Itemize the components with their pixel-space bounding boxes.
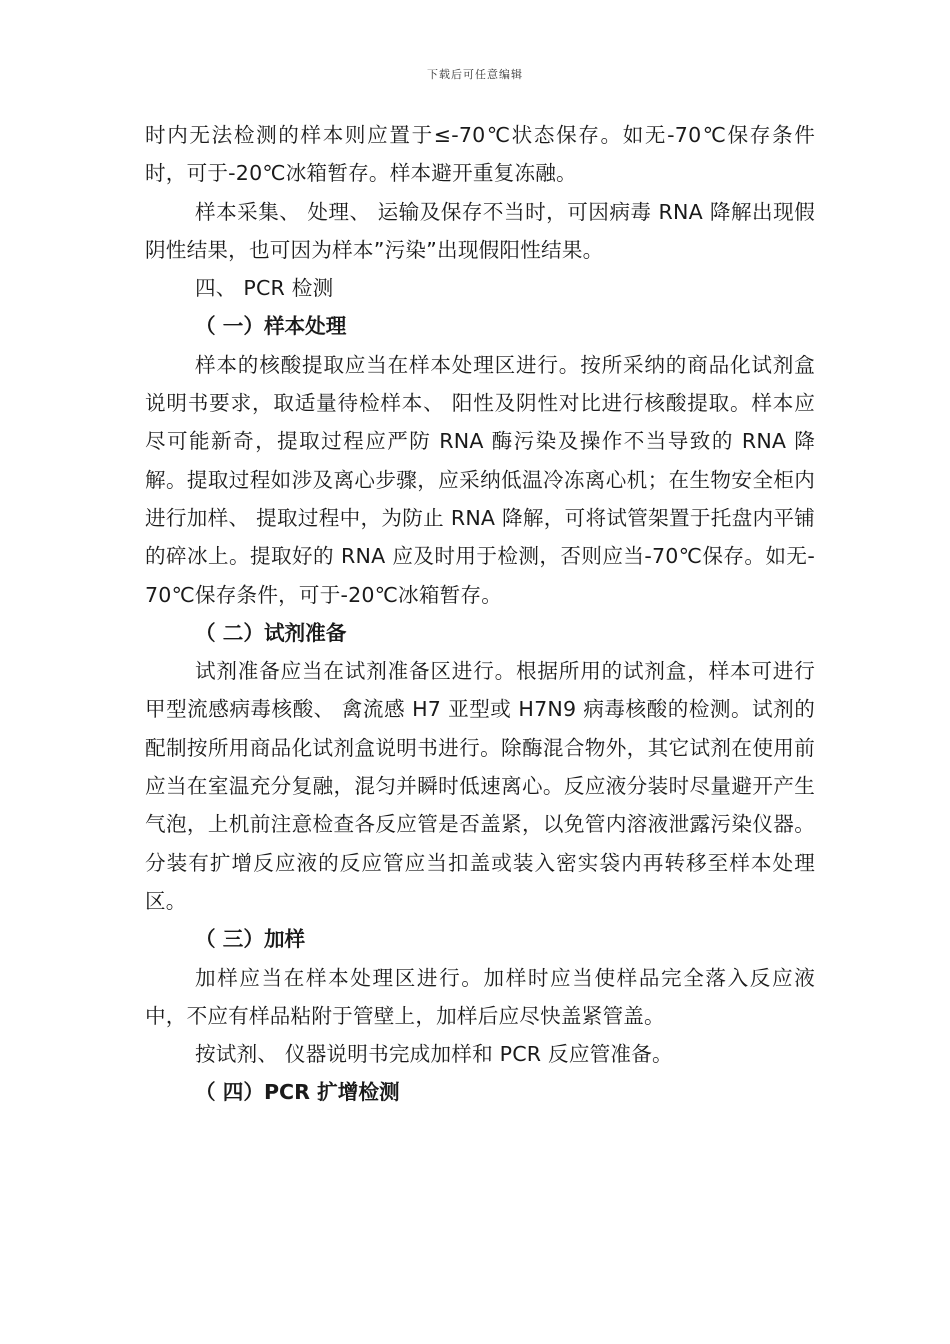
heading-reagent-preparation: （ 二）试剂准备 (195, 620, 347, 645)
heading-sample-processing: （ 一）样本处理 (195, 314, 347, 339)
paragraph-loading: 加样应当在样本处理区进行。加样时应当使样品完全落入反应液中，不应有样品粘附于管壁上，加样后应尽快盖紧管盖。 (145, 965, 815, 1028)
paragraph-storage-continued: 时内无法检测的样本则应置于≤-70℃状态保存。如无-70℃保存条件时，可于-20℃冰箱暂存。样本避开重复冻融。 (145, 123, 815, 186)
paragraph-loading-instructions: 按试剂、 仪器说明书完成加样和 PCR 反应管准备。 (195, 1042, 673, 1067)
section-title-pcr: 四、 PCR 检测 (195, 276, 334, 301)
paragraph-sample-processing: 样本的核酸提取应当在样本处理区进行。按所采纳的商品化试剂盒说明书要求，取适量待检样本、 阳性及阴性对比进行核酸提取。样本应尽可能新奇，提取过程应严防 RNA 酶污染及操作不当导致的 RNA 降解。提取过程如涉及离心步骤，应采纳低温冷冻离心机；在生物安全柜内进行加样、 提取过程中，为防止 RNA 降解，可将试管架置于托盘内平铺的碎冰上。提取好的 RNA 应及时用于检测，否则应当-70℃保存。如无-70℃保存条件，可于-20℃冰箱暂存。 (145, 352, 815, 607)
heading-loading: （ 三）加样 (195, 927, 306, 952)
heading-pcr-amplification: （ 四）PCR 扩增检测 (195, 1080, 400, 1105)
document-body (145, 116, 815, 1112)
page-header: 下载后可任意编辑 (427, 68, 523, 81)
paragraph-sampling-errors: 样本采集、 处理、 运输及保存不当时，可因病毒 RNA 降解出现假阴性结果，也可因为样本”污染”出现假阳性结果。 (145, 199, 815, 262)
paragraph-reagent-preparation: 试剂准备应当在试剂准备区进行。根据所用的试剂盒，样本可进行甲型流感病毒核酸、 禽流感 H7 亚型或 H7N9 病毒核酸的检测。试剂的配制按所用商品化试剂盒说明书进行。除酶混合物外，其它试剂在使用前应当在室温充分复融，混匀并瞬时低速离心。反应液分装时尽量避开产生气泡，上机前注意检查各反应管是否盖紧，以免管内溶液泄露污染仪器。分装有扩增反应液的反应管应当扣盖或装入密实袋内再转移至样本处理区。 (145, 659, 815, 913)
